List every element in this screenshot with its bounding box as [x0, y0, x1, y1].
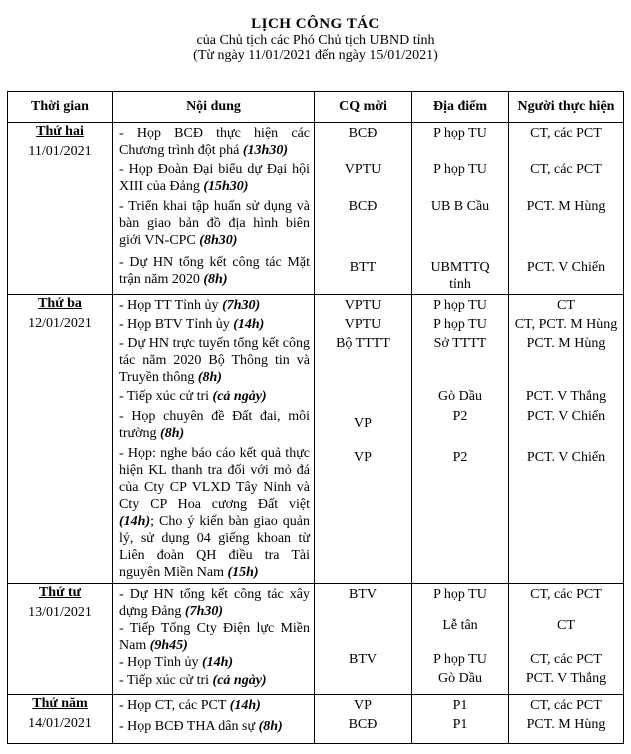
- event-text-2: ; Cho ý kiến bàn giao quản lý, sử dụng 04 giếng khoan từ Liên đoàn QH điều tra Tài nguyên Miền Nam: [119, 514, 310, 580]
- day-cell: [8, 695, 113, 744]
- event-text: - Dự HN tổng kết công tác Mặt trận năm 2020: [119, 255, 310, 287]
- event-time: (8h): [258, 719, 283, 734]
- inviter-cell: [315, 295, 412, 584]
- inviter: VP: [354, 416, 372, 431]
- day-name: Thứ năm: [32, 696, 88, 711]
- col-header-time: Thời gian: [8, 92, 113, 123]
- col-header-content: Nội dung: [113, 92, 315, 123]
- place: UBMTTQ tỉnh: [430, 260, 490, 292]
- inviter-cell: [315, 584, 412, 695]
- event-text: - Họp Tỉnh ủy: [119, 655, 199, 670]
- event-time: (13h30): [242, 143, 288, 158]
- place: P họp TU: [433, 587, 487, 602]
- content-cell: [113, 123, 315, 295]
- inviter: BCĐ: [348, 126, 378, 141]
- table-header-row: [8, 92, 624, 123]
- inviter: VPTU: [344, 298, 382, 313]
- event-time: (cả ngày): [212, 673, 267, 688]
- person: CT: [557, 298, 575, 313]
- person: PCT. V Chiến: [526, 450, 606, 465]
- place: Gò Dầu: [438, 671, 482, 686]
- event-time: (7h30): [222, 298, 261, 313]
- inviter-cell: [315, 695, 412, 744]
- inviter: Bộ TTTT: [336, 336, 390, 351]
- event-time: (cả ngày): [212, 389, 267, 404]
- day-name: Thứ hai: [36, 124, 84, 139]
- day-date: 14/01/2021: [28, 716, 92, 731]
- place: Lễ tân: [442, 618, 478, 633]
- place: Gò Dầu: [438, 389, 482, 404]
- event-time: (14h): [201, 655, 234, 670]
- place: P họp TU: [433, 317, 487, 332]
- person: PCT. V Thắng: [525, 671, 607, 686]
- event-text: - Tiếp Tổng Cty Điện lực Miền Nam: [119, 621, 310, 653]
- place: P họp TU: [433, 652, 487, 667]
- event-time: (14h): [119, 514, 151, 529]
- event-time: (9h45): [149, 638, 188, 653]
- event-time-2: (15h): [227, 565, 259, 580]
- event-text: - Họp CT, các PCT: [119, 698, 227, 713]
- place-cell: [412, 123, 509, 295]
- event-time: (8h): [197, 370, 222, 385]
- schedule-page: [0, 16, 631, 754]
- document-header: [0, 16, 631, 63]
- document-title: LỊCH CÔNG TÁC: [251, 16, 380, 32]
- person: CT, các PCT: [530, 162, 602, 177]
- person: CT, các PCT: [530, 126, 602, 141]
- inviter: BTV: [349, 652, 377, 667]
- event-text: - Họp: nghe báo cáo kết quả thực hiện KL thanh tra đối với mỏ đá của Cty CP VLXD Tây Ninh và Cty CP Hoa cương Đất việt: [119, 446, 310, 512]
- event-time: (8h): [160, 426, 185, 441]
- event-text: - Họp BCĐ thực hiện các Chương trình đột phá: [119, 126, 310, 158]
- event-text: - Dự HN tổng kết công tác xây dựng Đảng: [119, 587, 310, 619]
- day-cell: [8, 295, 113, 584]
- person: PCT. M Hùng: [526, 199, 606, 214]
- document-subtitle: của Chủ tịch các Phó Chủ tịch UBND tỉnh: [196, 33, 435, 48]
- table-row: [8, 123, 624, 295]
- schedule-table: [7, 91, 624, 744]
- inviter: VPTU: [344, 317, 382, 332]
- person: CT, các PCT: [530, 698, 602, 713]
- person: CT, các PCT: [530, 587, 602, 602]
- content-cell: [113, 295, 315, 584]
- inviter: VP: [354, 698, 372, 713]
- inviter: BCĐ: [348, 717, 378, 732]
- event-time: (7h30): [184, 604, 224, 619]
- event-time: (14h): [233, 317, 265, 332]
- place-cell: [412, 584, 509, 695]
- person-cell: [509, 695, 624, 744]
- inviter: VP: [354, 450, 372, 465]
- col-header-person: Người thực hiện: [509, 92, 624, 123]
- day-name: Thứ ba: [38, 296, 82, 311]
- place: P họp TU: [433, 298, 487, 313]
- event-text: - Tiếp xúc cử tri: [119, 673, 210, 688]
- event-text: - Triển khai tập huấn sử dụng và bàn giao bản đồ địa hình biên giới VN-CPC: [119, 199, 310, 248]
- event-time: (8h30): [199, 233, 238, 248]
- person: PCT. V Thắng: [525, 389, 607, 404]
- event-time: (15h30): [203, 179, 249, 194]
- day-date: 12/01/2021: [28, 316, 92, 331]
- place-cell: [412, 295, 509, 584]
- event-text: - Dự HN trực tuyến tổng kết công tác năm 2020 Bộ Thông tin và Truyền thông: [119, 336, 310, 385]
- table-row: [8, 695, 624, 744]
- person: CT, các PCT: [530, 652, 602, 667]
- person: PCT. M Hùng: [526, 336, 606, 351]
- col-header-inviter: CQ mời: [315, 92, 412, 123]
- place: Sở TTTT: [433, 336, 487, 351]
- day-date: 13/01/2021: [28, 605, 92, 620]
- inviter: BCĐ: [348, 199, 378, 214]
- person: PCT. V Chiến: [526, 409, 606, 424]
- person: PCT. M Hùng: [526, 717, 606, 732]
- person-cell: [509, 123, 624, 295]
- event-text: - Họp BTV Tỉnh ủy: [119, 317, 230, 332]
- event-text: - Họp Đoàn Đại biểu dự Đại hội XIII của Đảng: [119, 162, 310, 194]
- inviter: VPTU: [344, 162, 382, 177]
- place: P2: [452, 409, 468, 424]
- person-cell: [509, 584, 624, 695]
- place-cell: [412, 695, 509, 744]
- person-cell: [509, 295, 624, 584]
- event-time: (8h): [203, 272, 228, 287]
- table-row: [8, 584, 624, 695]
- person: CT: [557, 618, 575, 633]
- place: P1: [452, 698, 468, 713]
- place: P họp TU: [433, 126, 487, 141]
- event-text: - Họp BCĐ THA dân sự: [119, 719, 256, 734]
- event-text: - Họp TT Tỉnh ủy: [119, 298, 219, 313]
- event-text: - Họp chuyên đề Đất đai, môi trường: [119, 409, 310, 441]
- place: P1: [452, 717, 468, 732]
- person: PCT. V Chiến: [526, 260, 606, 275]
- day-cell: [8, 584, 113, 695]
- place: P2: [452, 450, 468, 465]
- table-row: [8, 295, 624, 584]
- day-cell: [8, 123, 113, 295]
- inviter-cell: [315, 123, 412, 295]
- place: UB B Cầu: [430, 199, 490, 214]
- inviter: BTV: [349, 587, 377, 602]
- day-name: Thứ tư: [38, 585, 82, 600]
- col-header-place: Địa điểm: [412, 92, 509, 123]
- content-cell: [113, 695, 315, 744]
- content-cell: [113, 584, 315, 695]
- person: CT, PCT. M Hùng: [514, 317, 618, 332]
- event-text: - Tiếp xúc cử tri: [119, 389, 210, 404]
- event-time: (14h): [229, 698, 261, 713]
- place: P họp TU: [433, 162, 487, 177]
- inviter: BTT: [349, 260, 377, 275]
- date-range: (Từ ngày 11/01/2021 đến ngày 15/01/2021): [193, 48, 438, 63]
- day-date: 11/01/2021: [28, 144, 92, 159]
